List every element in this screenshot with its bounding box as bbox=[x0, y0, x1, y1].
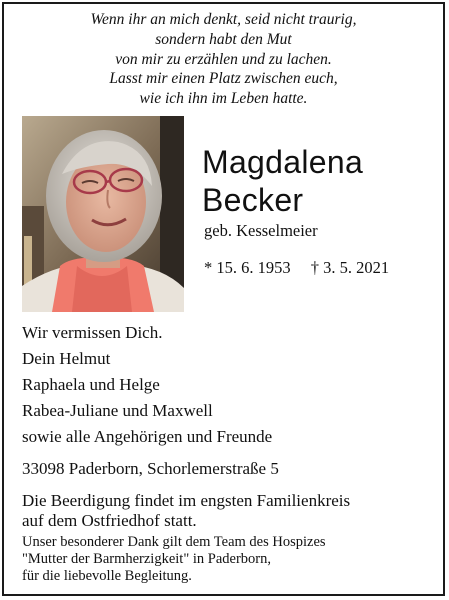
poem-line: wie ich ihn im Leben hatte. bbox=[139, 90, 308, 108]
death-date: † 3. 5. 2021 bbox=[310, 258, 390, 277]
funeral-line: Die Beerdigung findet im engsten Familienkreis bbox=[22, 491, 351, 510]
mourner: Raphaela und Helge bbox=[22, 375, 160, 394]
funeral-notice bbox=[22, 491, 350, 531]
poem-line: sondern habt den Mut bbox=[155, 30, 292, 48]
life-dates bbox=[204, 258, 389, 278]
birth-date: * 15. 6. 1953 bbox=[204, 258, 291, 277]
first-name: Magdalena bbox=[202, 144, 364, 180]
obituary-card bbox=[2, 2, 445, 596]
thanks-notice bbox=[22, 534, 326, 585]
mourners-list bbox=[22, 346, 272, 450]
last-name: Becker bbox=[202, 182, 304, 218]
mourner: Dein Helmut bbox=[22, 349, 111, 368]
poem-line: Lasst mir einen Platz zwischen euch, bbox=[109, 70, 338, 88]
poem bbox=[4, 10, 443, 109]
portrait-photo bbox=[22, 116, 184, 312]
message: Wir vermissen Dich. bbox=[22, 323, 163, 342]
thanks-line: für die liebevolle Begleitung. bbox=[22, 568, 192, 584]
mourner: Rabea-Juliane und Maxwell bbox=[22, 401, 213, 420]
address: 33098 Paderborn, Schorlemerstraße 5 bbox=[22, 459, 279, 478]
maiden-name: geb. Kesselmeier bbox=[204, 221, 318, 240]
poem-line: Wenn ihr an mich denkt, seid nicht traurig, bbox=[90, 11, 357, 28]
poem-line: von mir zu erzählen und zu lachen. bbox=[115, 50, 332, 68]
thanks-line: "Mutter der Barmherzigkeit" in Paderborn, bbox=[22, 551, 271, 567]
funeral-line: auf dem Ostfriedhof statt. bbox=[22, 511, 197, 530]
thanks-line: Unser besonderer Dank gilt dem Team des Hospizes bbox=[22, 534, 326, 550]
mourner: sowie alle Angehörigen und Freunde bbox=[22, 427, 273, 446]
